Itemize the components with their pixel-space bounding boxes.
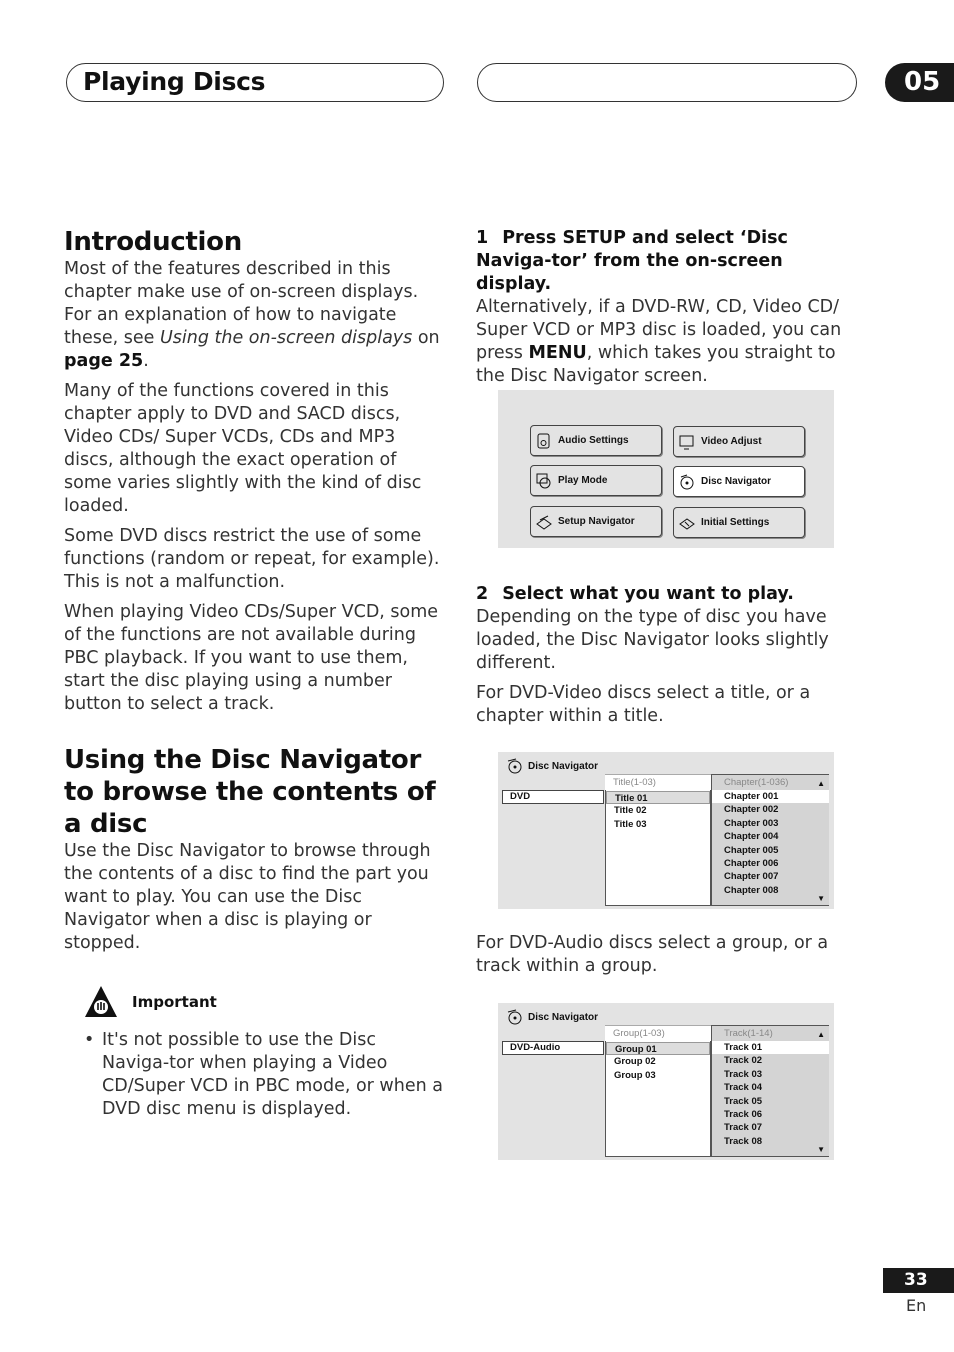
disc-type-box[interactable]: DVD	[502, 790, 604, 804]
navigator-header	[506, 1009, 598, 1025]
chapter-list	[711, 774, 829, 906]
intro-paragraph-4: When playing Video CDs/Super VCD, some of the functions are not available during PBC playback. If you want to use them, start the disc playing using a number button to select a track.	[64, 602, 439, 714]
list-item[interactable]: Chapter 003	[724, 817, 779, 829]
disc-navigator-paragraph: Use the Disc Navigator to browse through the contents of a disc to find the part you want to play. You can use the Disc Navigator when a disc is playing or stopped.	[64, 841, 431, 953]
play-mode-label: Play Mode	[558, 475, 608, 486]
scroll-down-arrow-icon[interactable]: ▼	[817, 1145, 825, 1154]
list-item[interactable]: Track 07	[724, 1122, 763, 1134]
play-mode-button[interactable]	[530, 465, 662, 496]
audio-settings-button[interactable]	[530, 425, 662, 456]
setup-navigator-icon	[536, 514, 552, 530]
track-list-header: Track(1-14)	[712, 1025, 829, 1041]
intro-p1-link-title: Using the on-screen displays	[159, 328, 413, 348]
scroll-up-arrow-icon[interactable]: ▲	[817, 779, 825, 788]
scroll-down-arrow-icon[interactable]: ▼	[817, 894, 825, 903]
title-list-header: Title(1-03)	[605, 774, 711, 790]
dvd-audio-intro	[476, 932, 860, 985]
list-item[interactable]: Track 03	[724, 1068, 763, 1080]
introduction-heading: Introduction	[64, 227, 242, 257]
list-item[interactable]: Group 03	[614, 1069, 656, 1081]
list-item[interactable]: Chapter 007	[724, 871, 779, 883]
section-title: Playing Discs	[83, 67, 266, 96]
step-1-title	[476, 227, 860, 296]
important-label: Important	[132, 992, 217, 1011]
step-2-paragraph-2: For DVD-Video discs select a title, or a chapter within a title.	[476, 683, 811, 726]
step-2-paragraph-3: For DVD-Audio discs select a group, or a track within a group.	[476, 933, 829, 976]
navigator-header	[506, 758, 598, 774]
step-2-number: 2	[476, 584, 489, 604]
monitor-icon	[679, 434, 695, 450]
speaker-icon	[536, 433, 552, 449]
setup-menu-screenshot	[498, 390, 834, 548]
intro-p1-period: .	[143, 351, 149, 371]
step-1-paragraph	[476, 296, 860, 388]
step-2-block	[476, 583, 860, 735]
disc-navigator-label: Disc Navigator	[701, 476, 772, 487]
warning-icon	[84, 985, 118, 1019]
title-list	[605, 774, 711, 906]
step-1-text-b: , which takes you straight to the Disc Navigator screen.	[476, 343, 836, 386]
list-item[interactable]: Group 02	[614, 1056, 656, 1068]
navigator-title: Disc Navigator	[528, 1011, 599, 1023]
step-2-title	[476, 583, 860, 606]
track-list	[711, 1025, 829, 1157]
important-text: It's not possible to use the Disc Naviga-tor when playing a Video CD/Super VCD in PBC mode, or when a DVD disc menu is displayed.	[102, 1030, 443, 1119]
list-item[interactable]: Track 08	[724, 1135, 763, 1147]
step-1-number: 1	[476, 228, 489, 248]
disc-navigator-heading: Using the Disc Navigator to browse the contents of a disc	[64, 745, 436, 839]
list-item[interactable]: Track 04	[724, 1082, 763, 1094]
list-item[interactable]: Title 03	[614, 818, 647, 830]
chapter-list-header: Chapter(1-036)	[712, 774, 829, 790]
title-list-items	[606, 791, 710, 831]
list-item[interactable]: Track 01	[712, 1041, 829, 1054]
list-item[interactable]: Track 05	[724, 1095, 763, 1107]
dvd-video-navigator-screenshot	[498, 752, 834, 909]
list-item[interactable]: Chapter 001	[712, 790, 829, 803]
scroll-up-arrow-icon[interactable]: ▲	[817, 1030, 825, 1039]
list-item[interactable]: Chapter 002	[724, 804, 779, 816]
header-blank-pill	[477, 63, 857, 102]
disc-icon	[679, 474, 695, 490]
step-1-text-a: Alternatively, if a DVD-RW, CD, Video CD/ Super VCD or MP3 disc is loaded, you can press	[476, 297, 842, 363]
list-item[interactable]: Chapter 008	[724, 884, 779, 896]
step-1-text: Press SETUP and select ‘Disc Naviga-tor’ from the on-screen display.	[476, 228, 788, 294]
page-number: 33	[883, 1268, 954, 1293]
list-item[interactable]: Track 06	[724, 1108, 763, 1120]
audio-settings-label: Audio Settings	[558, 435, 629, 446]
menu-button-ref: MENU	[528, 343, 587, 363]
intro-p1-text: Most of the features described in this chapter make use of on-screen displays. For an explanation of how to navigate these, see	[64, 259, 419, 348]
important-note	[84, 985, 448, 1019]
page-reference: page 25	[64, 351, 144, 371]
list-item[interactable]: Title 01	[606, 791, 710, 804]
group-list	[605, 1025, 711, 1157]
setup-navigator-button[interactable]	[530, 506, 662, 537]
step-2-paragraph-1: Depending on the type of disc you have loaded, the Disc Navigator looks slightly different.	[476, 607, 829, 673]
intro-p1-text-on: on	[412, 328, 440, 348]
bullet-dot: •	[84, 1030, 95, 1050]
section-header	[66, 63, 444, 102]
list-item[interactable]: Chapter 006	[724, 857, 779, 869]
group-list-items	[606, 1042, 710, 1082]
group-list-header: Group(1-03)	[605, 1025, 711, 1041]
list-item[interactable]: Chapter 004	[724, 831, 779, 843]
navigator-title: Disc Navigator	[528, 760, 599, 772]
disc-icon	[506, 758, 524, 774]
important-bullet	[64, 1029, 448, 1121]
list-item[interactable]: Track 02	[724, 1055, 763, 1067]
disc-icon	[506, 1009, 524, 1025]
intro-paragraph-1	[64, 258, 448, 373]
chapter-number: 05	[885, 63, 954, 102]
intro-paragraph-2: Many of the functions covered in this chapter apply to DVD and SACD discs, Video CDs/ Super VCDs, CDs and MP3 discs, although the exact operation of some varies slightly with the kind of disc loaded.	[64, 381, 422, 516]
list-item[interactable]: Title 02	[614, 805, 647, 817]
video-adjust-button[interactable]	[673, 426, 805, 457]
list-item[interactable]: Chapter 005	[724, 844, 779, 856]
left-column	[64, 226, 448, 1121]
step-2-text: Select what you want to play.	[502, 584, 794, 604]
setup-navigator-label: Setup Navigator	[558, 516, 635, 527]
language-code: En	[906, 1296, 927, 1315]
settings-icon	[679, 515, 695, 531]
disc-type-box[interactable]: DVD-Audio	[502, 1041, 604, 1055]
right-column	[476, 227, 860, 395]
video-adjust-label: Video Adjust	[701, 436, 762, 447]
list-item[interactable]: Group 01	[606, 1042, 710, 1055]
play-mode-icon	[536, 473, 552, 489]
initial-settings-button[interactable]	[673, 507, 805, 538]
intro-paragraph-3: Some DVD discs restrict the use of some functions (random or repeat, for example). This is not a malfunction.	[64, 526, 440, 592]
dvd-audio-navigator-screenshot	[498, 1003, 834, 1160]
disc-navigator-button[interactable]	[673, 466, 805, 497]
initial-settings-label: Initial Settings	[701, 517, 770, 528]
